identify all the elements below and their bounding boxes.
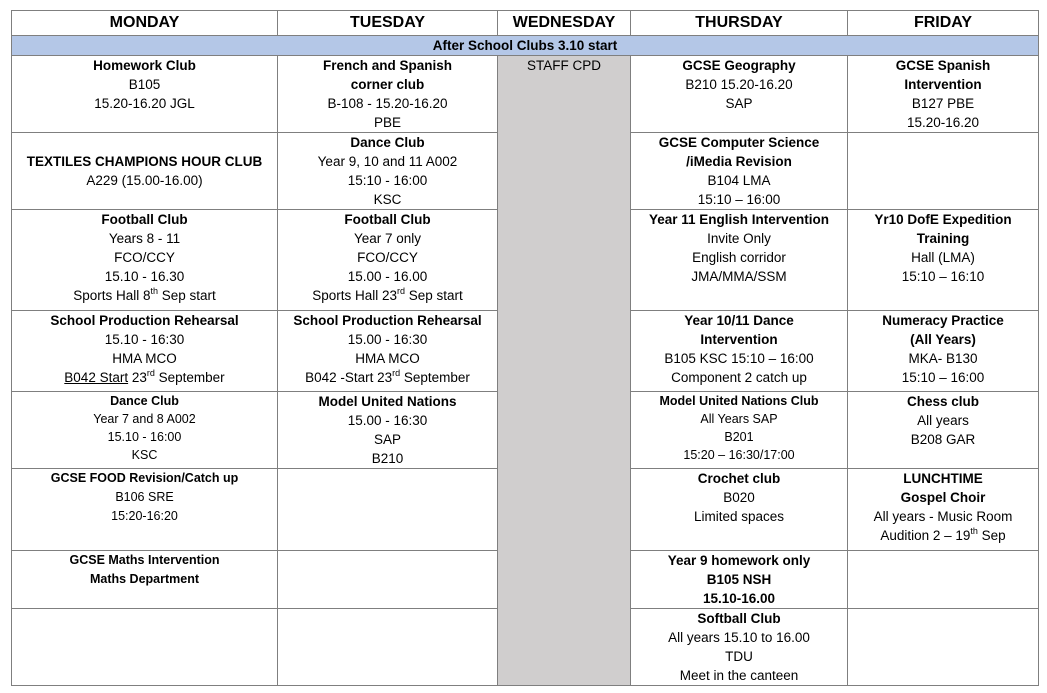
after-school-banner: After School Clubs 3.10 start (12, 36, 1039, 56)
club-title: B105 NSH (706, 572, 772, 587)
club-detail: Years 8 - 11 (108, 231, 181, 246)
tuesday-cell (278, 56, 498, 133)
club-detail: B201 (724, 430, 754, 444)
venue-text: Sep start (158, 288, 216, 303)
club-detail: B208 GAR (910, 432, 976, 447)
club-detail: Hall (LMA) (911, 250, 975, 265)
club-detail: FCO/CCY (114, 250, 175, 265)
club-detail (14, 286, 275, 305)
club-detail: B104 LMA (707, 173, 771, 188)
monday-cell (12, 56, 278, 133)
venue-text: Sports Hall 23 (312, 288, 397, 303)
club-title: Crochet club (697, 471, 781, 486)
club-title: Football Club (101, 212, 188, 227)
tuesday-cell (278, 311, 498, 392)
ordinal-suffix: th (150, 286, 159, 296)
club-detail: 15:10 - 16:00 (347, 173, 428, 188)
monday-cell (12, 210, 278, 311)
club-detail: Invite Only (707, 231, 771, 246)
club-detail: B105 (128, 77, 161, 92)
club-title: Yr10 DofE Expedition (874, 212, 1012, 227)
club-detail: All Years SAP (700, 412, 778, 426)
monday-cell (12, 469, 278, 551)
club-title: GCSE Computer Science (658, 135, 820, 150)
club-detail: A229 (15.00-16.00) (86, 173, 203, 188)
ordinal-suffix: rd (392, 368, 401, 378)
club-detail: B127 PBE (911, 96, 975, 111)
club-detail: PBE (373, 115, 401, 130)
tuesday-cell (278, 133, 498, 210)
thursday-cell (631, 133, 848, 210)
club-title: GCSE Spanish (895, 58, 991, 73)
friday-cell (848, 133, 1039, 210)
club-detail: Meet in the canteen (679, 668, 799, 683)
club-detail: Year 7 only (353, 231, 422, 246)
club-title: Model United Nations (318, 394, 457, 409)
wednesday-cell (498, 56, 631, 686)
thursday-cell (631, 210, 848, 311)
club-detail: 15.20-16.20 (906, 115, 980, 130)
tuesday-cell (278, 551, 498, 609)
club-detail: B105 KSC 15:10 – 16:00 (664, 351, 814, 366)
table-row (12, 56, 1039, 133)
club-title: Homework Club (93, 58, 196, 73)
club-detail: All years 15.10 to 16.00 (668, 630, 810, 645)
club-detail: JMA/MMA/SSM (691, 269, 787, 284)
friday-cell (848, 56, 1039, 133)
club-detail: 15.00 - 16.00 (347, 269, 428, 284)
monday-cell (12, 133, 278, 210)
club-title: GCSE Maths Intervention (69, 553, 220, 567)
venue-text: B042 -Start 23 (305, 370, 393, 385)
club-detail: HMA MCO (355, 351, 420, 366)
club-title: School Production Rehearsal (50, 313, 239, 328)
club-detail: All years - Music Room (873, 509, 1013, 524)
thursday-cell (631, 56, 848, 133)
club-detail: 15:10 – 16:00 (901, 370, 985, 385)
club-title: GCSE Geography (682, 58, 796, 73)
header-monday: MONDAY (12, 11, 278, 36)
club-detail: 15.10 - 16.30 (104, 269, 185, 284)
club-title: Gospel Choir (900, 490, 986, 505)
friday-cell (848, 551, 1039, 609)
club-detail: 15:20 – 16:30/17:00 (683, 448, 795, 462)
club-detail: Component 2 catch up (671, 370, 807, 385)
club-title: Football Club (344, 212, 431, 227)
monday-cell (12, 392, 278, 469)
club-detail: 15:10 – 16:10 (901, 269, 985, 284)
club-title: LUNCHTIME (903, 471, 983, 486)
club-detail: Limited spaces (693, 509, 785, 524)
club-title: Year 10/11 Dance (684, 313, 794, 328)
header-wednesday: WEDNESDAY (498, 11, 631, 36)
club-title: French and Spanish (322, 58, 453, 73)
club-title: Chess club (906, 394, 980, 409)
venue-text: Sep start (405, 288, 463, 303)
thursday-cell (631, 392, 848, 469)
header-thursday: THURSDAY (631, 11, 848, 36)
club-title: Dance Club (350, 135, 425, 150)
club-detail (850, 526, 1036, 545)
tuesday-cell (278, 392, 498, 469)
club-detail: SAP (725, 96, 753, 111)
ordinal-suffix: rd (146, 368, 155, 378)
friday-cell (848, 609, 1039, 686)
banner-row (12, 36, 1039, 56)
club-detail: B106 SRE (115, 490, 174, 504)
ordinal-suffix: rd (397, 286, 406, 296)
monday-cell (12, 551, 278, 609)
staff-cpd-label: STAFF CPD (527, 58, 601, 73)
club-detail: 15.00 - 16:30 (347, 413, 428, 428)
club-detail: KSC (131, 448, 158, 462)
thursday-cell (631, 609, 848, 686)
club-detail: All years (917, 413, 969, 428)
club-title: Intervention (700, 332, 778, 347)
venue-text: Sports Hall 8 (73, 288, 151, 303)
club-title: /iMedia Revision (686, 154, 792, 169)
club-detail: B-108 - 15.20-16.20 (327, 96, 448, 111)
club-detail: 15:20-16:20 (111, 509, 178, 523)
club-detail: 15.00 - 16:30 (347, 332, 428, 347)
club-title: Maths Department (89, 572, 200, 586)
friday-cell (848, 392, 1039, 469)
club-title: corner club (350, 77, 425, 92)
club-detail: B020 (723, 490, 755, 505)
club-detail: 15:10 – 16:00 (697, 192, 781, 207)
clubs-timetable (11, 10, 1039, 686)
club-title: Intervention (904, 77, 982, 92)
date-text: Audition 2 – 19 (880, 528, 971, 543)
club-detail: 15.10 - 16:00 (107, 430, 182, 444)
club-detail: TDU (725, 649, 753, 664)
club-title: Year 9 homework only (667, 553, 811, 568)
club-title: Dance Club (110, 394, 179, 408)
club-title: Model United Nations Club (659, 394, 819, 408)
club-title: (All Years) (910, 332, 976, 347)
friday-cell (848, 311, 1039, 392)
thursday-cell (631, 551, 848, 609)
monday-cell (12, 609, 278, 686)
club-title: 15.10-16.00 (702, 591, 776, 606)
club-title: GCSE FOOD Revision/Catch up (50, 471, 239, 485)
club-title: Training (916, 231, 970, 246)
thursday-cell (631, 311, 848, 392)
club-detail: 15.20-16.20 JGL (94, 96, 195, 111)
club-title: School Production Rehearsal (293, 313, 482, 328)
club-detail (280, 286, 495, 305)
day-header-row (12, 11, 1039, 36)
club-detail: HMA MCO (112, 351, 177, 366)
thursday-cell (631, 469, 848, 551)
club-detail: KSC (373, 192, 402, 207)
tuesday-cell (278, 609, 498, 686)
club-title: TEXTILES CHAMPIONS HOUR CLUB (26, 154, 263, 169)
ordinal-suffix: th (970, 526, 978, 536)
date-text: September (154, 370, 225, 385)
monday-cell (12, 311, 278, 392)
date-text: 23 (128, 370, 147, 385)
club-detail: B210 (371, 451, 404, 466)
club-detail (14, 368, 275, 387)
club-title: Softball Club (697, 611, 781, 626)
header-tuesday: TUESDAY (278, 11, 498, 36)
club-detail: Year 7 and 8 A002 (93, 412, 196, 426)
club-detail: Year 9, 10 and 11 A002 (317, 154, 458, 169)
friday-cell (848, 210, 1039, 311)
club-detail: B210 15.20-16.20 (685, 77, 793, 92)
club-detail (280, 368, 495, 387)
club-detail: English corridor (692, 250, 786, 265)
header-friday: FRIDAY (848, 11, 1039, 36)
date-text: Sep (977, 528, 1006, 543)
tuesday-cell (278, 469, 498, 551)
club-title: Year 11 English Intervention (648, 212, 830, 227)
tuesday-cell (278, 210, 498, 311)
date-text: September (400, 370, 470, 385)
club-detail: 15.10 - 16:30 (104, 332, 185, 347)
club-detail: MKA- B130 (908, 351, 978, 366)
venue-text: B042 Start (64, 370, 129, 385)
friday-cell (848, 469, 1039, 551)
club-detail: FCO/CCY (357, 250, 418, 265)
club-title: Numeracy Practice (882, 313, 1004, 328)
club-detail: SAP (373, 432, 401, 447)
